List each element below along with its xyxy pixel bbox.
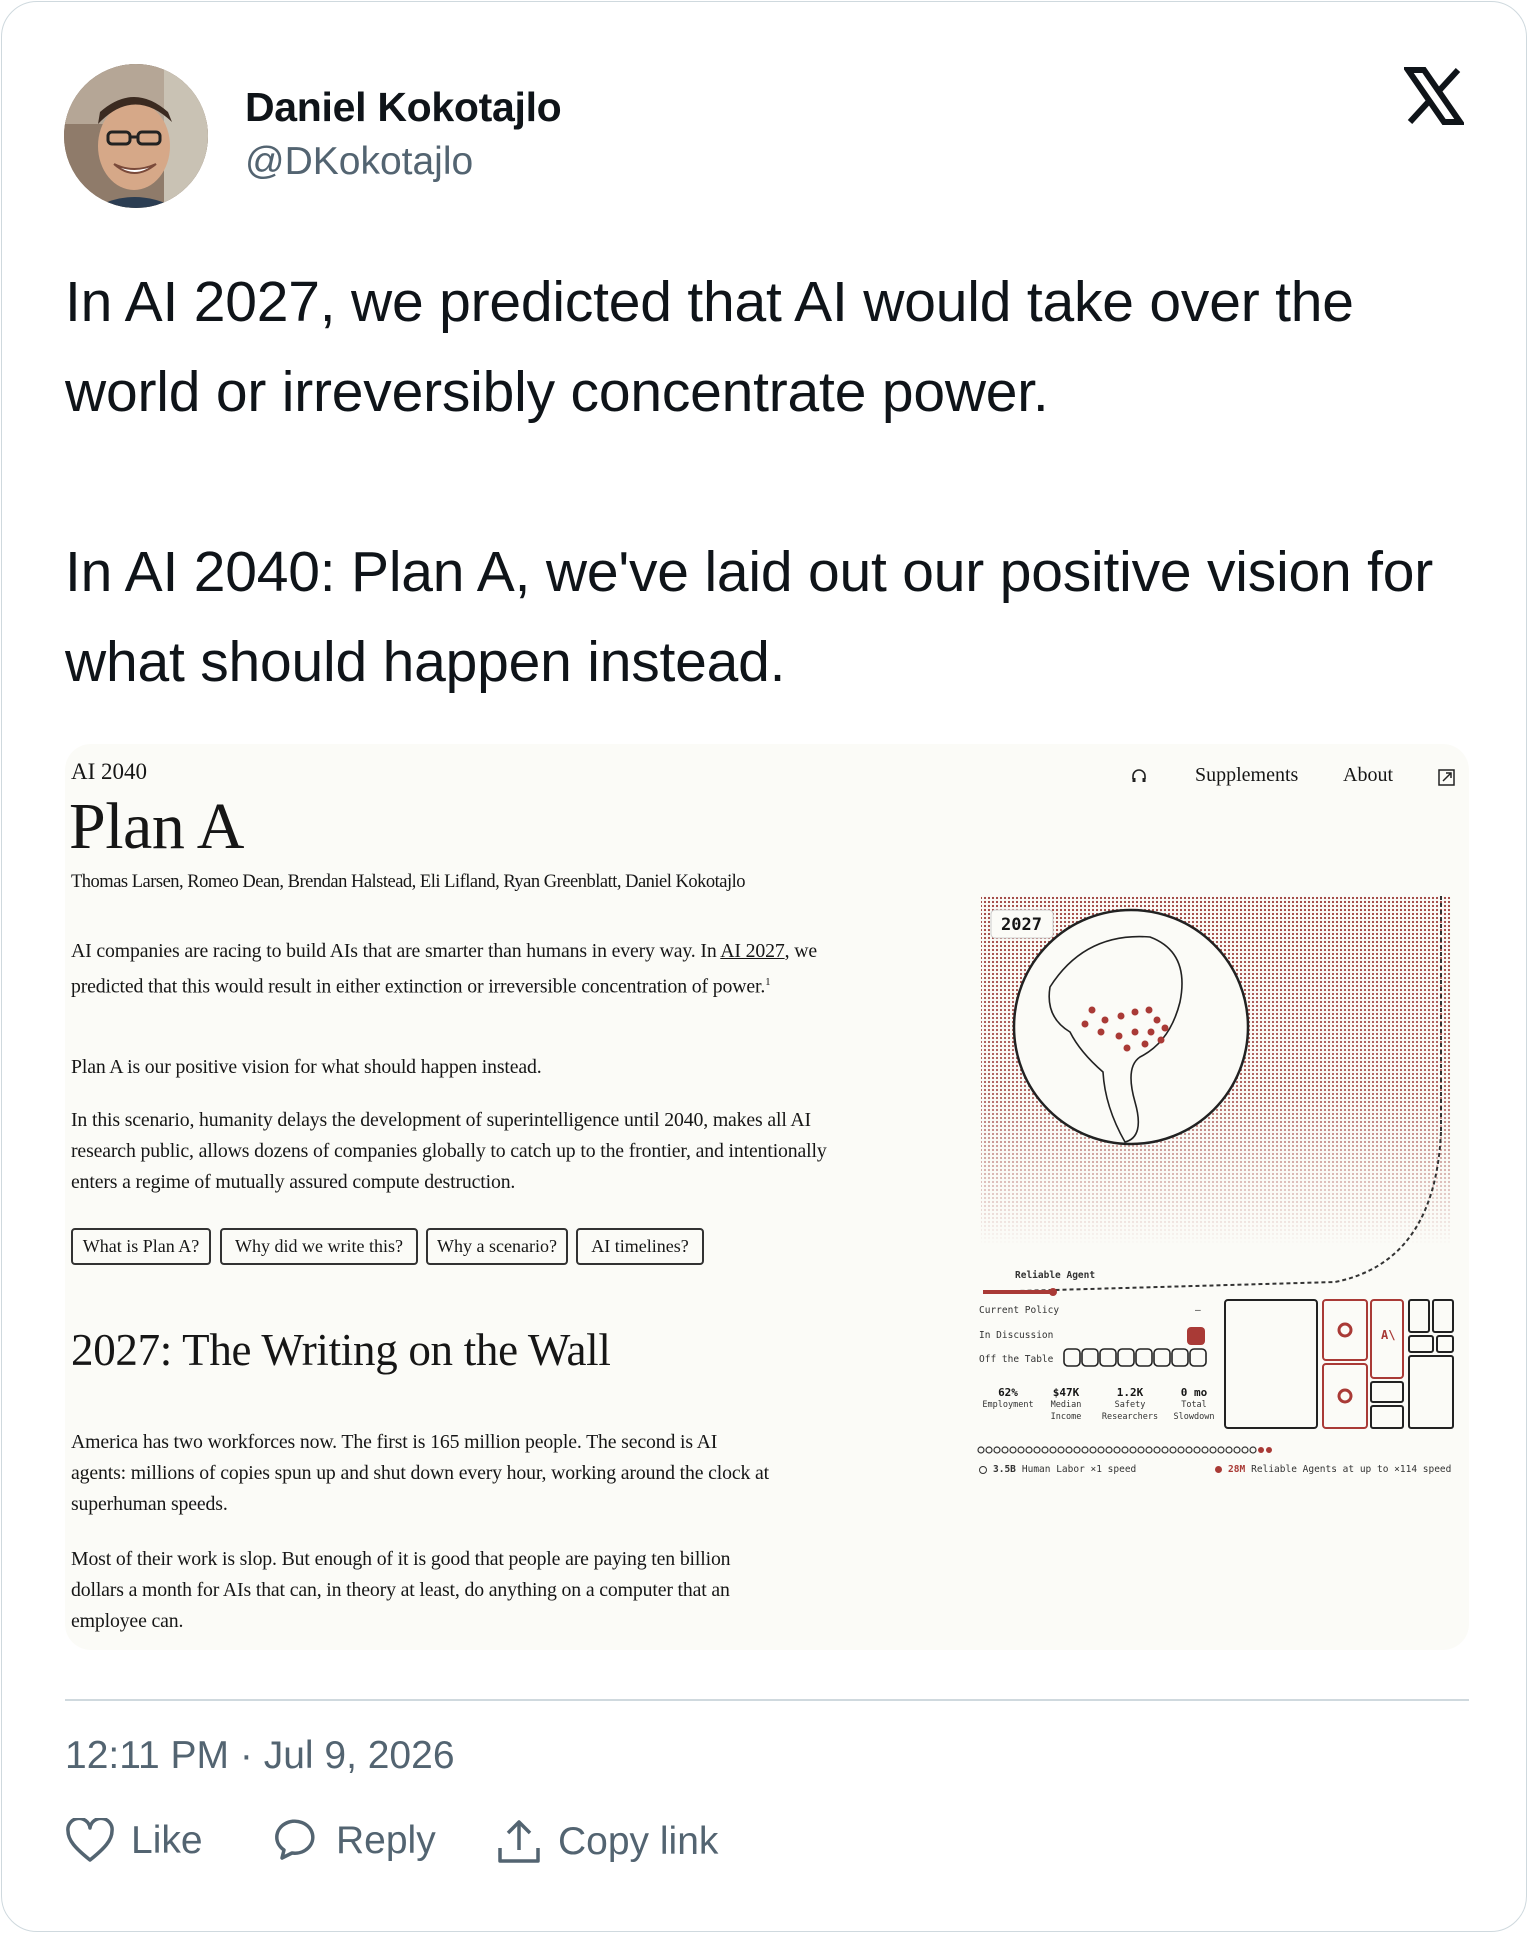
embed-nav-supplements[interactable]: Supplements [1195, 764, 1299, 786]
like-label: Like [131, 1819, 203, 1862]
human-labor-legend [979, 1464, 1136, 1475]
reply-button[interactable] [270, 1818, 436, 1864]
human-labor-label: Human Labor ×1 speed [1021, 1464, 1137, 1475]
like-button[interactable] [65, 1818, 203, 1864]
reliable-agents-value: 28M [1228, 1464, 1246, 1475]
anthropic-mark-icon: A\ [1381, 1328, 1396, 1342]
embed-paragraph-3: In this scenario, humanity delays the development of superintelligence until 2040, makes all AI research public, allows dozens of companies globally to catch up to the frontier, and intentionally enters a regime of mutually assured compute destruction. [71, 1109, 827, 1193]
compute-treemap[interactable] [1223, 1298, 1457, 1432]
reliable-agents-legend [1215, 1464, 1451, 1475]
speech-bubble-icon [270, 1818, 320, 1864]
policy-discussion-chip[interactable] [1187, 1327, 1205, 1345]
embed-paragraph-2: Plan A is our positive vision for what should happen instead. [71, 1056, 542, 1078]
embed-intro-before: AI companies are racing to build AIs that are smarter than humans in every way. In [71, 940, 721, 962]
policy-row-current: Current Policy [979, 1305, 1060, 1316]
year-badge: 2027 [1001, 915, 1042, 935]
reliable-agents-label: Reliable Agents at up to ×114 speed [1251, 1464, 1452, 1475]
embed-footnote-marker[interactable]: 1 [765, 976, 771, 988]
headphones-icon[interactable] [1131, 768, 1147, 784]
embed-button-why-scenario[interactable]: Why a scenario? [426, 1228, 568, 1265]
divider [65, 1699, 1469, 1701]
stat-median-income: $47K Median Income [1050, 1386, 1082, 1422]
tweet-text: In AI 2027, we predicted that AI would take over the world or irreversibly concentrate power. In AI 2040: Plan A, we've laid out our positive vision for what should happen instead. [65, 270, 1434, 694]
human-labor-value: 3.5B [993, 1464, 1016, 1475]
labor-dot-row [977, 1444, 1277, 1456]
tweet-timestamp[interactable]: 12:11 PM · Jul 9, 2026 [65, 1734, 455, 1777]
external-link-icon[interactable] [1438, 769, 1455, 786]
x-logo-icon[interactable] [1404, 66, 1464, 126]
stat-safety-researchers: 1.2K Safety Researchers [1101, 1386, 1159, 1422]
embed-ai2027-link[interactable]: AI 2027 [720, 940, 785, 962]
embed-authors: Thomas Larsen, Romeo Dean, Brendan Halstead, Eli Lifland, Ryan Greenblatt, Daniel Kokotajlo [71, 872, 746, 892]
stat-total-slowdown: 0 mo Total Slowdown [1173, 1386, 1215, 1422]
openai-mark-icon [1339, 1324, 1351, 1336]
policy-row-off-table: Off the Table [979, 1354, 1054, 1365]
author-name[interactable]: Daniel Kokotajlo [245, 84, 562, 130]
embed-section-paragraph-2: Most of their work is slop. But enough of it is good that people are paying ten billion dollars a month for AIs that can, in theory at least, do anything on a computer that an employee can. [71, 1548, 731, 1632]
reply-label: Reply [336, 1819, 436, 1862]
copy-link-button[interactable] [496, 1818, 718, 1866]
embed-site-title: AI 2040 [71, 759, 148, 784]
embed-intro-paragraph [71, 936, 831, 1003]
embed-page-title: Plan A [69, 790, 244, 863]
author-handle[interactable]: @DKokotajlo [245, 140, 474, 183]
tweet-card [1, 1, 1527, 1932]
avatar-photo [64, 64, 208, 208]
embed-intro-after: , we predicted that this would result in either extinction or irreversible concentration of power. [71, 940, 817, 998]
embed-button-why-write[interactable]: Why did we write this? [220, 1228, 418, 1265]
heart-icon [65, 1818, 115, 1864]
policy-row-discussion: In Discussion [979, 1330, 1054, 1341]
embed-section-paragraph-1: America has two workforces now. The first is 165 million people. The second is AI agents: millions of copies spun up and shut down every hour, working around the clock at superhuman speeds. [71, 1431, 769, 1515]
embed-button-ai-timelines[interactable]: AI timelines? [576, 1228, 704, 1265]
stat-employment: 62% Employment [982, 1386, 1034, 1410]
embedded-screenshot[interactable] [65, 744, 1469, 1650]
embed-button-what-is-plan-a[interactable]: What is Plan A? [71, 1228, 211, 1265]
slider-handle[interactable] [1049, 1288, 1057, 1296]
avatar[interactable] [64, 64, 208, 208]
copy-link-label: Copy link [558, 1820, 719, 1863]
embed-nav-about[interactable]: About [1343, 764, 1393, 786]
globe-icon [1014, 910, 1248, 1144]
embed-section-heading: 2027: The Writing on the Wall [71, 1325, 611, 1375]
lab-mark-icon [1339, 1390, 1351, 1402]
policy-chip-row[interactable] [1063, 1348, 1209, 1368]
slider-label: Reliable Agent [1015, 1270, 1096, 1281]
share-upload-icon [496, 1818, 542, 1866]
policy-row-current-value: — [1195, 1305, 1201, 1316]
